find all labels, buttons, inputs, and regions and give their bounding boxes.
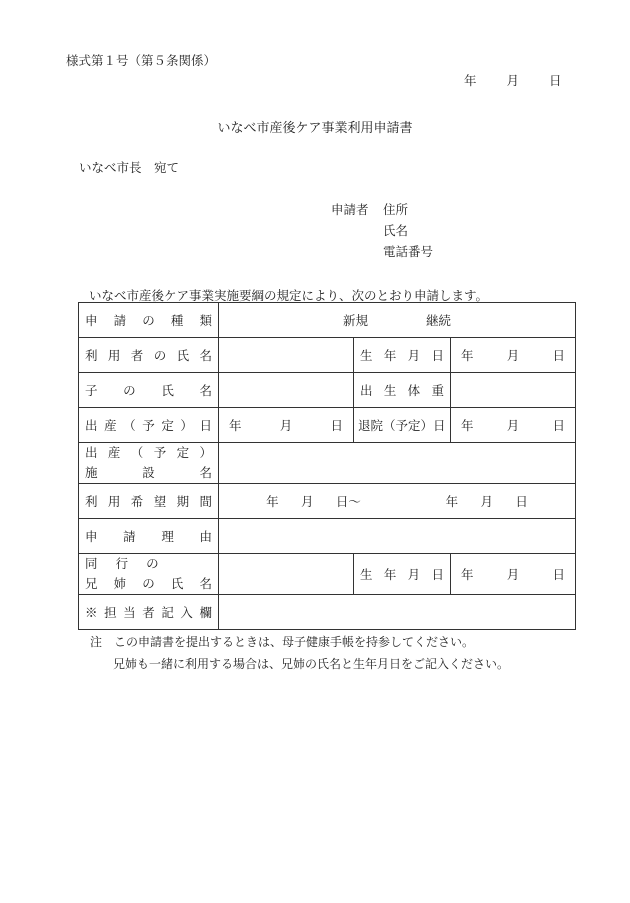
application-table <box>78 302 576 630</box>
applicant-address-label: 住所 <box>383 202 409 217</box>
addressee: いなべ市長 宛て <box>79 160 180 175</box>
type-options[interactable] <box>219 303 576 338</box>
sibling-name-field[interactable] <box>219 554 354 595</box>
user-birthdate-label: 生年月日 <box>354 338 451 373</box>
due-date-label: 出産（予定）日 <box>79 408 219 443</box>
user-name-label: 利用者の氏名 <box>79 338 219 373</box>
table-row <box>79 373 576 408</box>
type-label: 申請の種類 <box>79 303 219 338</box>
document-title: いなべ市産後ケア事業利用申請書 <box>217 121 413 136</box>
header-year: 年 <box>464 73 477 88</box>
discharge-date-field[interactable]: 年 月 日 <box>451 408 576 443</box>
sibling-birthdate-label: 生年月日 <box>354 554 451 595</box>
user-birthdate-field[interactable]: 年 月 日 <box>451 338 576 373</box>
applicant-label: 申請者 <box>331 202 369 217</box>
table-row <box>79 443 576 484</box>
table-row <box>79 519 576 554</box>
discharge-label: 退院（予定）日 <box>354 408 451 443</box>
user-name-field[interactable] <box>219 338 354 373</box>
note-1: 注 この申請書を提出するときは、母子健康手帳を持参してください。 <box>90 635 475 649</box>
applicant-phone-label: 電話番号 <box>383 244 434 259</box>
intro-text: いなべ市産後ケア事業実施要綱の規定により、次のとおり申請します。 <box>89 288 489 303</box>
table-row <box>79 303 576 338</box>
type-new[interactable]: 新規 <box>343 313 369 328</box>
header-date <box>464 71 562 89</box>
facility-label: 出産（予定） 施設名 <box>79 443 219 484</box>
due-date-field[interactable]: 年 月 日 <box>219 408 354 443</box>
staff-field[interactable] <box>219 595 576 630</box>
staff-label: ※担当者記入欄 <box>79 595 219 630</box>
birth-weight-label: 出生体重 <box>354 373 451 408</box>
sibling-birthdate-field[interactable]: 年 月 日 <box>451 554 576 595</box>
type-continue[interactable]: 継続 <box>425 313 451 328</box>
child-name-field[interactable] <box>219 373 354 408</box>
applicant-name-label: 氏名 <box>383 223 409 238</box>
facility-field[interactable] <box>219 443 576 484</box>
reason-field[interactable] <box>219 519 576 554</box>
reason-label: 申請理由 <box>79 519 219 554</box>
note-2: 兄姉も一緒に利用する場合は、兄姉の氏名と生年月日をご記入ください。 <box>113 657 510 671</box>
sibling-label: 同行の 兄姉の氏名 <box>79 554 219 595</box>
period-field[interactable]: 年 月 日～ 年 月 日 <box>219 484 576 519</box>
period-label: 利用希望期間 <box>79 484 219 519</box>
table-row <box>79 408 576 443</box>
table-row <box>79 338 576 373</box>
table-row <box>79 595 576 630</box>
form-number: 様式第１号（第５条関係） <box>66 53 217 68</box>
header-day: 日 <box>549 73 562 88</box>
table-row <box>79 554 576 595</box>
table-row <box>79 484 576 519</box>
header-month: 月 <box>506 73 520 88</box>
child-name-label: 子の氏名 <box>79 373 219 408</box>
birth-weight-field[interactable] <box>451 373 576 408</box>
